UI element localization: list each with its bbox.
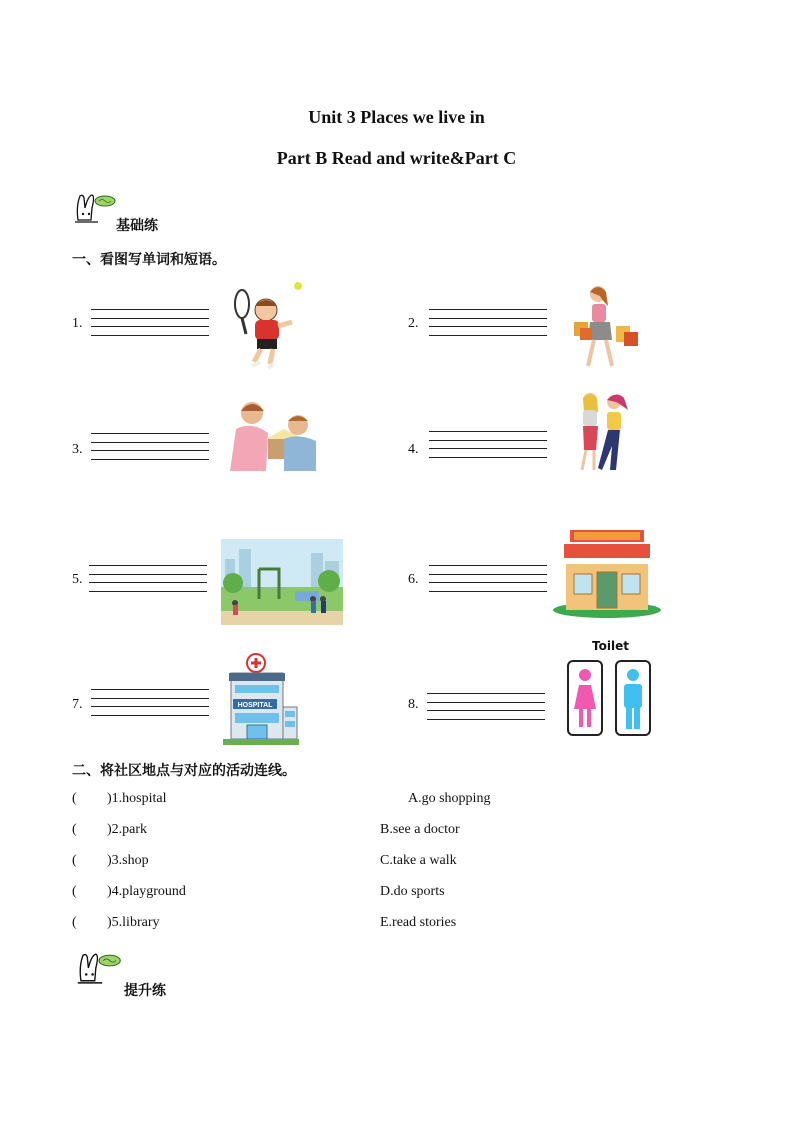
page-title: Unit 3 Places we live in — [308, 107, 485, 127]
answer-lines[interactable] — [427, 693, 545, 727]
answer-lines[interactable] — [91, 309, 209, 343]
match-right-item: C.take a walk — [380, 853, 457, 868]
answer-lines[interactable] — [429, 565, 547, 599]
match-left-item: )1.hospital — [107, 791, 167, 806]
match-right-item: E.read stories — [380, 915, 457, 930]
answer-lines[interactable] — [89, 565, 207, 599]
paren-open: ( — [72, 853, 77, 868]
woman-shopping-icon — [568, 282, 644, 372]
rabbit-icon — [72, 192, 118, 224]
hospital-sign-text: HOSPITAL — [237, 702, 273, 709]
part1-heading: 一、看图写单词和短语。 — [72, 252, 226, 268]
paren-open: ( — [72, 915, 77, 930]
item-number: 4. — [408, 442, 419, 457]
item-number: 6. — [408, 572, 419, 587]
answer-lines[interactable] — [91, 689, 209, 723]
match-right-item: B.see a doctor — [380, 822, 460, 837]
item-number: 8. — [408, 697, 419, 712]
match-left-item: )2.park — [107, 822, 148, 837]
shop-building-icon — [552, 528, 662, 618]
match-left-item: )3.shop — [107, 853, 149, 868]
two-friends-walking-icon — [572, 390, 634, 474]
page-subtitle: Part B Read and write&Part C — [276, 148, 517, 168]
park-scene-icon — [221, 539, 343, 625]
toilet-label: Toilet — [592, 639, 629, 653]
hospital-building-icon — [223, 653, 299, 745]
match-right-item: D.do sports — [380, 884, 445, 899]
match-left-item: )4.playground — [107, 884, 186, 899]
item-number: 3. — [72, 442, 83, 457]
part2-heading: 二、将社区地点与对应的活动连线。 — [72, 763, 296, 779]
answer-lines[interactable] — [429, 309, 547, 343]
item-number: 7. — [72, 697, 83, 712]
item-number: 5. — [72, 572, 83, 587]
rabbit-icon — [74, 951, 124, 985]
item-number: 1. — [72, 316, 83, 331]
match-right-item: A.go shopping — [408, 791, 491, 806]
basic-practice-heading: 基础练 — [116, 218, 158, 234]
match-left-item: )5.library — [107, 915, 160, 930]
advanced-practice-heading: 提升练 — [124, 983, 166, 999]
paren-open: ( — [72, 791, 77, 806]
tennis-player-icon — [228, 282, 304, 370]
item-number: 2. — [408, 316, 419, 331]
toilet-sign-icon — [566, 659, 652, 737]
answer-lines[interactable] — [91, 433, 209, 467]
paren-open: ( — [72, 822, 77, 837]
parent-child-reading-icon — [226, 399, 320, 473]
answer-lines[interactable] — [429, 431, 547, 465]
paren-open: ( — [72, 884, 77, 899]
